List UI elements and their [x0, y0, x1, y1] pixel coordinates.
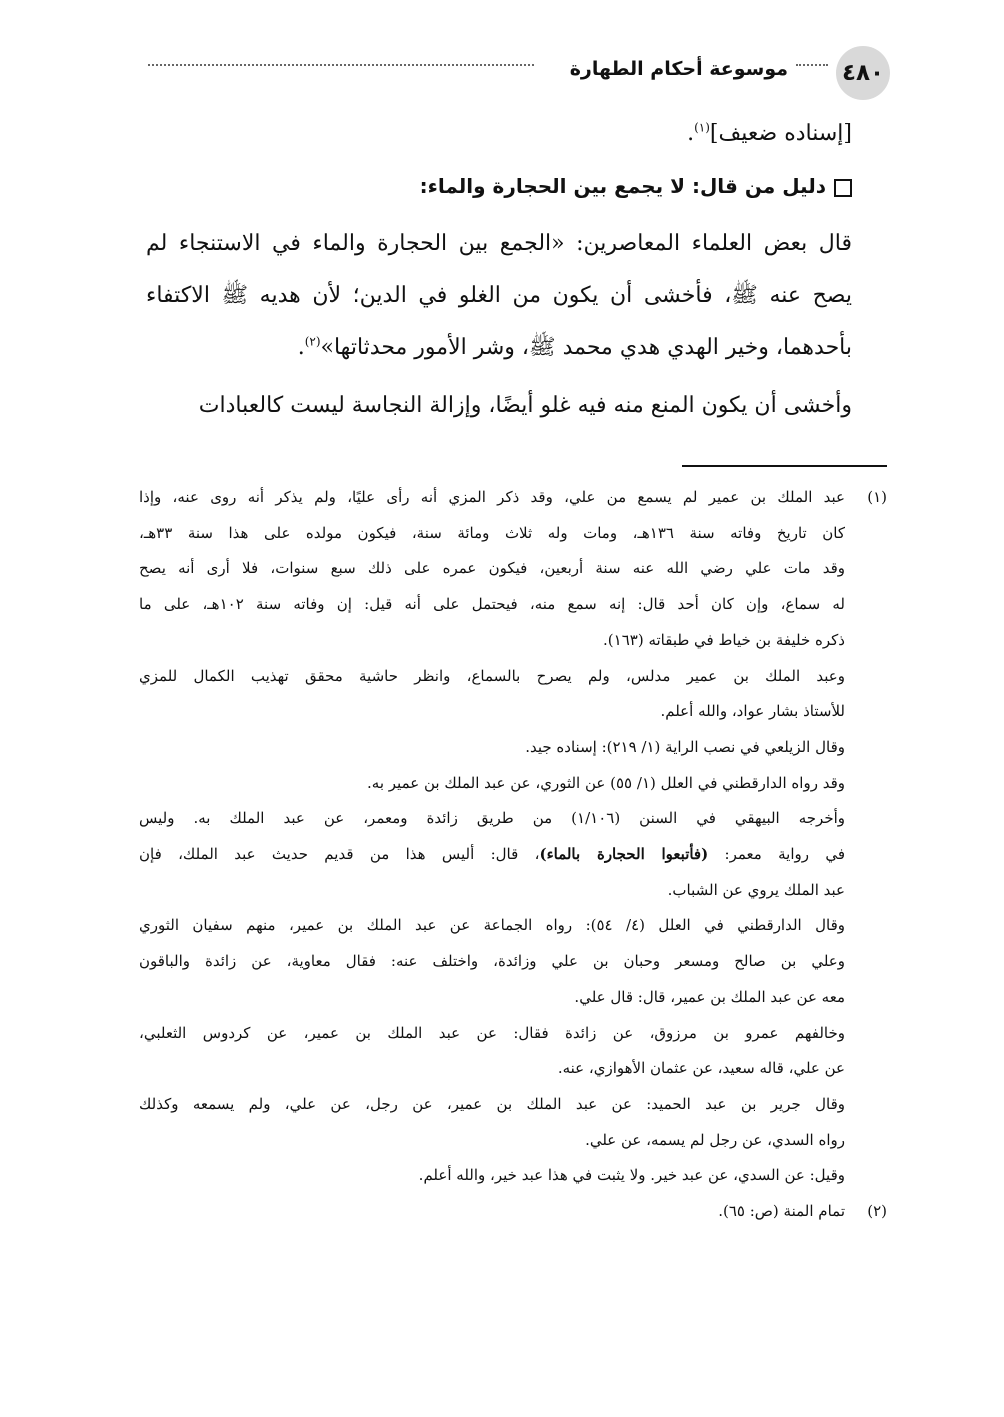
isnad-end: .	[687, 121, 695, 146]
page-header	[140, 44, 890, 104]
header-dotted-rule-left	[148, 64, 534, 66]
footnote-line: وعلي بن صالح ومسعر وحبان بن علي وزائدة، واختلف عنه: فقال معاوية، عن زائدة والباقون	[139, 952, 845, 971]
footnote-line: وأخرجه البيهقي في السنن (١/١٠٦) من طريق زائدة ومعمر، عن عبد الملك به. وليس	[139, 809, 845, 828]
footnote-line: وقال الدارقطني في العلل (٤/ ٥٤): رواه الجماعة عن عبد الملك بن عمير، منهم سفيان الثوري	[139, 916, 845, 935]
footnote-line: وقال جرير بن عبد الحميد: عن عبد الملك بن عمير، عن رجل، عن علي، ولم يسمعه وكذلك	[139, 1094, 845, 1113]
paragraph-quote	[146, 218, 852, 374]
footnote-line: عن علي، قاله سعيد، عن عثمان الأهوازي، عنه.	[557, 1059, 845, 1078]
footnotes	[139, 480, 887, 1230]
footnote-line: وخالفهم عمرو بن مرزوق، عن زائدة فقال: عن عبد الملك بن عمير، عن كردوس الثعلبي،	[139, 1023, 845, 1042]
footnote-line: وقيل: عن السدي، عن عبد خير. ولا يثبت في هذا عبد خير، والله أعلم.	[418, 1166, 845, 1185]
footnote-line: ذكره خليفة بن خياط في طبقاته (١٦٣).	[603, 630, 845, 649]
checkbox-bullet-icon	[834, 179, 852, 197]
footnote-line: معه عن عبد الملك بن عمير، قال: قال علي.	[574, 987, 845, 1006]
footnote-line: وقال الزيلعي في نصب الراية (١/ ٢١٩): إسناده جيد.	[525, 737, 845, 756]
footnote-2	[139, 1194, 887, 1230]
footnote-line	[139, 837, 845, 873]
paragraph-quote-text: قال بعض العلماء المعاصرين: «الجمع بين الحجارة والماء في الاستنجاء لم يصح عنه ﷺ، فأخشى أن يكون من الغلو في الدين؛ لأن هديه ﷺ الاكتفاء بأحدهما، وخير الهدي هدي محمد ﷺ، وشر الأمور محدثاتها»	[146, 231, 852, 360]
footnote-1	[139, 480, 887, 1194]
main-text	[146, 108, 852, 432]
footnote-line: عبد الملك يروي عن الشباب.	[667, 880, 845, 899]
header-dotted-rule-right	[796, 64, 828, 66]
footnote-separator	[682, 465, 887, 467]
footnote-line: له سماع، وإن كان أحد قال: إنه سمع منه، فيحتمل على أنه قيل: إن وفاته سنة ١٠٢هـ، على ما	[139, 595, 845, 614]
footnote-ref-1[interactable]: (١)	[694, 120, 710, 135]
footnote-1-number: (١)	[867, 488, 887, 506]
isnad-line	[146, 108, 852, 160]
footnote-line: تمام المنة (ص: ٦٥).	[718, 1202, 845, 1221]
page-number-badge: ٤٨٠	[836, 46, 890, 100]
footnote-line-part: ، قال: أليس هذا من قديم حديث عبد الملك، فإن	[139, 845, 540, 864]
footnote-line: وعبد الملك بن عمير مدلس، ولم يصرح بالسماع، وانظر حاشية محقق تهذيب الكمال للمزي	[139, 666, 845, 685]
footnote-line: كان تاريخ وفاته سنة ١٣٦هـ، ومات وله ثلاث ومائة سنة، فيكون مولده على هذا سنة ٣٣هـ،	[139, 523, 845, 542]
footnote-2-number: (٢)	[867, 1202, 887, 1221]
footnote-line: رواه السدي، عن رجل لم يسمه، عن علي.	[585, 1130, 845, 1149]
footnote-line: وقد رواه الدارقطني في العلل (١/ ٥٥) عن الثوري، عن عبد الملك بن عمير به.	[367, 773, 845, 792]
hadith-quote-bold: (فأتبعوا الحجارة بالماء)	[539, 845, 709, 864]
paragraph-quote-end: .	[297, 335, 305, 360]
section-heading-text: دليل من قال: لا يجمع بين الحجارة والماء:	[419, 174, 826, 198]
paragraph-continuation: وأخشى أن يكون المنع منه فيه غلو أيضًا، وإزالة النجاسة ليست كالعبادات	[198, 393, 852, 418]
section-heading	[146, 160, 852, 212]
footnote-ref-2[interactable]: (٢)	[304, 334, 321, 349]
footnote-line: عبد الملك بن عمير لم يسمع من علي، وقد ذكر المزي أنه رأى عليًا، ولم يذكر أنه روى عنه، وإذا	[139, 488, 845, 506]
running-title: موسوعة أحكام الطهارة	[569, 58, 788, 80]
isnad-text: [إسناده ضعيف]	[709, 121, 852, 146]
footnote-line: وقد مات علي رضي الله عنه سنة أربعين، فيكون عمره على ذلك سبع سنوات، فلا أرى أنه يصح	[139, 559, 845, 578]
footnote-line: للأستاذ بشار عواد، والله أعلم.	[660, 702, 845, 721]
footnote-line-part: في رواية معمر:	[708, 845, 845, 864]
